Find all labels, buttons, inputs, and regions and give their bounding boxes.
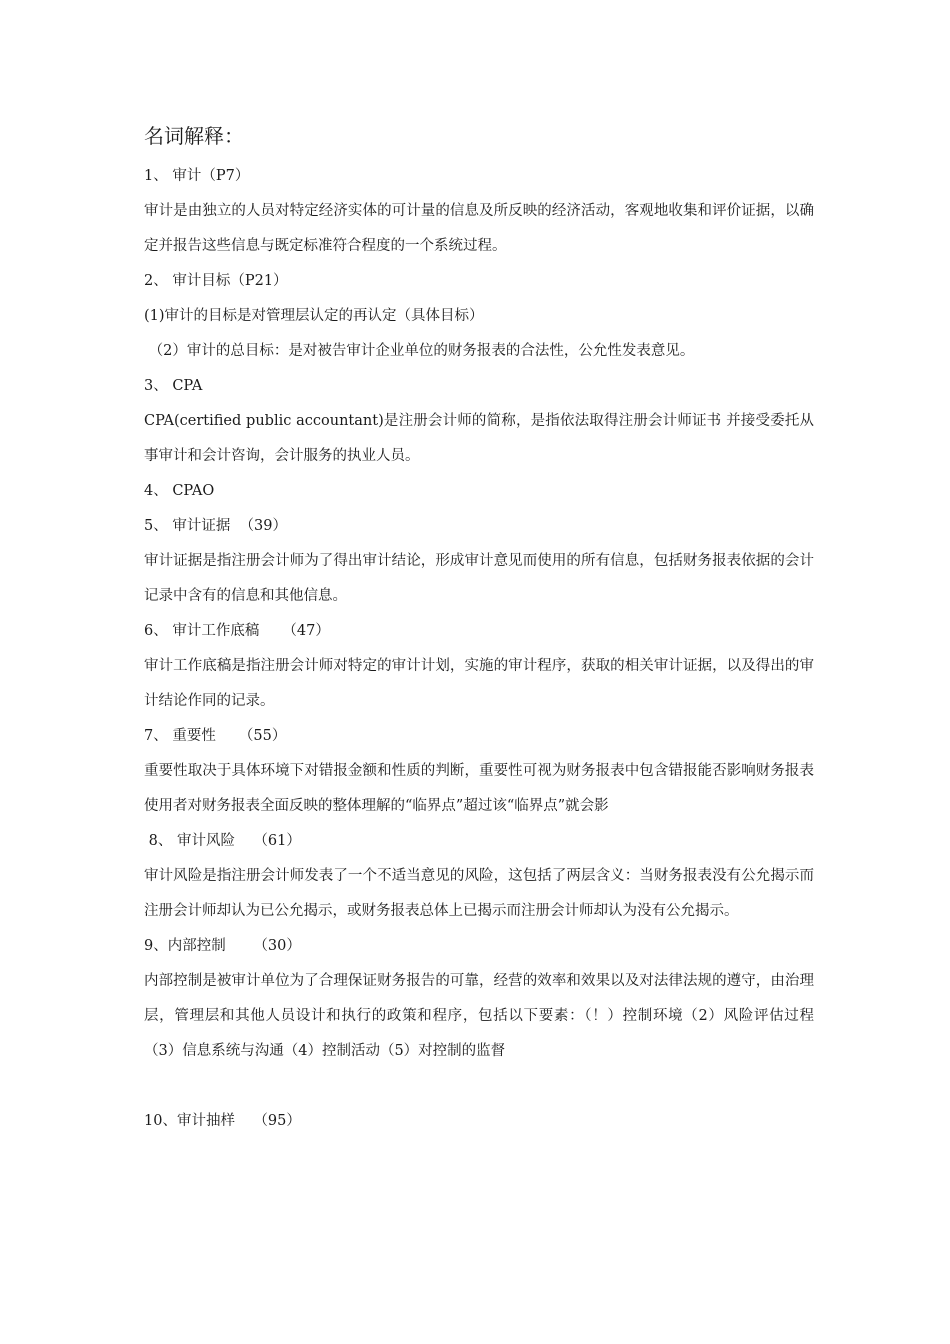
term-heading-audit-objective: 2、 审计目标（P21） (144, 273, 288, 289)
term-heading-audit-risk: 8、 审计风险 （61） (144, 833, 301, 849)
term-heading-audit: 1、 审计（P7） (144, 168, 250, 184)
term-definition-audit-risk: 审计风险是指注册会计师发表了一个不适当意见的风险，这包括了两层含义：当财务报表没有公允揭示而注册会计师却认为已公允揭示，或财务报表总体上已揭示而注册会计师却认为没有公允揭示。 (144, 868, 814, 919)
document-body (144, 121, 814, 1139)
term-heading-audit-sampling: 10、审计抽样 （95） (144, 1113, 301, 1129)
blank-line (144, 1069, 814, 1104)
term-definition-materiality: 重要性取决于具体环境下对错报金额和性质的判断，重要性可视为财务报表中包含错报能否影响财务报表使用者对财务报表全面反映的整体理解的“临界点”超过该“临界点”就会影 (144, 763, 814, 814)
term-heading-cpao: 4、 CPAO (144, 483, 215, 499)
term-heading-audit-evidence: 5、 审计证据 （39） (144, 518, 288, 534)
document-title: 名词解释： (144, 124, 244, 148)
term-definition-audit-evidence: 审计证据是指注册会计师为了得出审计结论，形成审计意见而使用的所有信息，包括财务报表依据的会计记录中含有的信息和其他信息。 (144, 553, 814, 604)
term-definition-audit-objective-1: (1)审计的目标是对管理层认定的再认定（具体目标） (144, 308, 484, 324)
term-definition-internal-control: 内部控制是被审计单位为了合理保证财务报告的可靠，经营的效率和效果以及对法律法规的遵守，由治理层，管理层和其他人员设计和执行的政策和程序，包括以下要素：（！）控制环境（2）风险评估过程（3）信息系统与沟通（4）控制活动（5）对控制的监督 (144, 973, 814, 1059)
term-definition-audit: 审计是由独立的人员对特定经济实体的可计量的信息及所反映的经济活动，客观地收集和评价证据，以确定并报告这些信息与既定标准符合程度的一个系统过程。 (144, 203, 814, 254)
term-heading-cpa: 3、 CPA (144, 378, 203, 394)
term-heading-working-papers: 6、 审计工作底稿 （47） (144, 623, 330, 639)
term-heading-materiality: 7、 重要性 （55） (144, 728, 287, 744)
term-definition-cpa: CPA(certified public accountant)是注册会计师的简称，是指依法取得注册会计师证书 并接受委托从事审计和会计咨询，会计服务的执业人员。 (144, 413, 814, 464)
term-definition-working-papers: 审计工作底稿是指注册会计师对特定的审计计划，实施的审计程序，获取的相关审计证据，以及得出的审计结论作同的记录。 (144, 658, 814, 709)
term-heading-internal-control: 9、内部控制 （30） (144, 938, 301, 954)
term-definition-audit-objective-2: （2）审计的总目标：是对被告审计企业单位的财务报表的合法性，公允性发表意见。 (144, 343, 695, 359)
